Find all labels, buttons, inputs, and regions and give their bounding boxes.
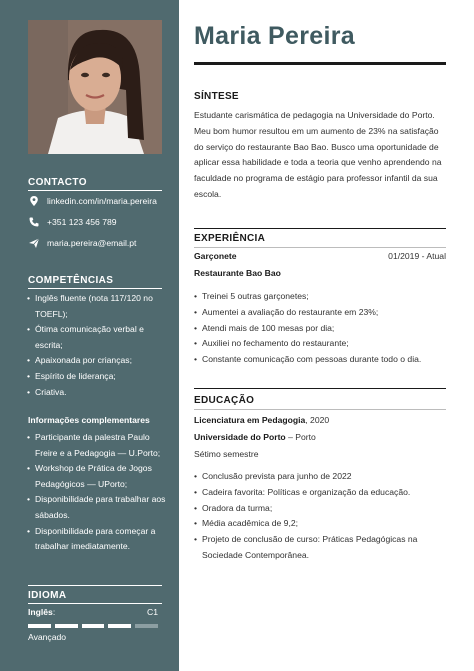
- profile-photo: [28, 20, 162, 154]
- experience-divider: [194, 247, 446, 248]
- phone-text: +351 123 456 789: [47, 217, 117, 227]
- job-company: Restaurante Bao Bao: [194, 268, 281, 278]
- education-divider: [194, 409, 446, 410]
- summary-text: Estudante carismática de pedagogia na Universidade do Porto. Meu bom humor resultou em um aumento de 23% na satisfação do serviço do restaurante Bao Bao. Busco uma oportunidade de aplicar essa habilidade e toda a teoria que venho aprendendo na faculdade no programa de estágio para professor infantil da sua escola.: [194, 110, 442, 199]
- location-icon: [28, 195, 40, 207]
- extra-info-item: • Participante da palestra Paulo Freire e a Pedagogia — U.Porto;: [27, 430, 169, 461]
- language-divider: [28, 603, 162, 604]
- contact-section-title: CONTACTO: [28, 177, 87, 188]
- language-level-segment: [135, 624, 158, 628]
- language-level: C1: [147, 607, 158, 617]
- candidate-name: Maria Pereira: [194, 22, 355, 50]
- education-year: , 2020: [305, 415, 330, 425]
- experience-item: • Treinei 5 outras garçonetes;: [194, 289, 450, 305]
- language-level-segment: [28, 624, 51, 628]
- extra-info-item: • Disponibilidade para trabalhar aos sábados.: [27, 492, 169, 523]
- job-role: Garçonete: [194, 251, 237, 261]
- education-city: – Porto: [285, 432, 316, 442]
- education-degree-line: [194, 415, 329, 425]
- extra-info-item: • Workshop de Prática de Jogos Pedagógicos — UPorto;: [27, 461, 169, 492]
- summary-section-title: SÍNTESE: [194, 91, 239, 102]
- name-underline: [194, 62, 446, 65]
- education-item: • Oradora da turma;: [194, 501, 450, 517]
- skill-item: • Espírito de liderança;: [27, 369, 169, 385]
- skill-item: • Criativa.: [27, 385, 169, 401]
- education-divider-top: [194, 388, 446, 389]
- language-level-segment: [108, 624, 131, 628]
- sidebar: [0, 0, 179, 671]
- phone-icon: [28, 216, 40, 228]
- education-item: • Cadeira favorita: Políticas e organização da educação.: [194, 485, 450, 501]
- education-section-title: EDUCAÇÃO: [194, 395, 255, 406]
- job-date: 01/2019 - Atual: [388, 251, 446, 261]
- contact-linkedin[interactable]: [28, 194, 168, 208]
- education-semester: Sétimo semestre: [194, 449, 259, 459]
- skill-item: • Ótima comunicação verbal e escrita;: [27, 322, 169, 353]
- send-icon: [28, 237, 40, 249]
- contact-divider: [28, 190, 162, 191]
- language-row: [28, 607, 158, 619]
- language-level-segment: [82, 624, 105, 628]
- extra-info-title: Informações complementares: [28, 415, 150, 425]
- skill-item: • Inglês fluente (nota 117/120 no TOEFL);: [27, 291, 169, 322]
- extra-info-item: • Disponibilidade para começar a trabalhar imediatamente.: [27, 524, 169, 555]
- contact-phone[interactable]: [28, 215, 168, 229]
- language-separator: :: [52, 607, 56, 617]
- language-level-segment: [55, 624, 78, 628]
- education-item: • Média acadêmica de 9,2;: [194, 516, 450, 532]
- experience-list: [194, 289, 450, 368]
- linkedin-text: linkedin.com/in/maria.pereira: [47, 196, 157, 206]
- experience-item: • Auxiliei no fechamento do restaurante;: [194, 336, 450, 352]
- portrait-image: [28, 20, 162, 154]
- language-name: Inglês: [28, 607, 53, 617]
- language-level-bar: [28, 624, 158, 628]
- experience-item: • Atendi mais de 100 mesas por dia;: [194, 321, 450, 337]
- experience-item: • Aumentei a avaliação do restaurante em 23%;: [194, 305, 450, 321]
- skills-divider: [28, 288, 162, 289]
- language-description: Avançado: [28, 632, 67, 642]
- education-school-line: [194, 432, 316, 442]
- skills-list: [27, 291, 169, 400]
- experience-section-title: EXPERIÊNCIA: [194, 233, 266, 244]
- language-section-title: IDIOMA: [28, 590, 67, 601]
- language-divider-top: [28, 585, 162, 586]
- education-item: • Conclusão prevista para junho de 2022: [194, 469, 450, 485]
- experience-item: • Constante comunicação com pessoas durante todo o dia.: [194, 352, 450, 368]
- education-school: Universidade do Porto: [194, 432, 286, 442]
- skills-section-title: COMPETÊNCIAS: [28, 275, 114, 286]
- contact-email[interactable]: [28, 236, 168, 250]
- extra-info-list: [27, 430, 169, 555]
- job-header: [194, 251, 446, 261]
- education-list: [194, 469, 450, 564]
- experience-divider-top: [194, 228, 446, 229]
- skill-item: • Apaixonada por crianças;: [27, 353, 169, 369]
- education-item: • Projeto de conclusão de curso: Práticas Pedagógicas na Sociedade Contemporânea.: [194, 532, 450, 564]
- education-degree: Licenciatura em Pedagogia: [194, 415, 306, 425]
- email-text: maria.pereira@email.pt: [47, 238, 137, 248]
